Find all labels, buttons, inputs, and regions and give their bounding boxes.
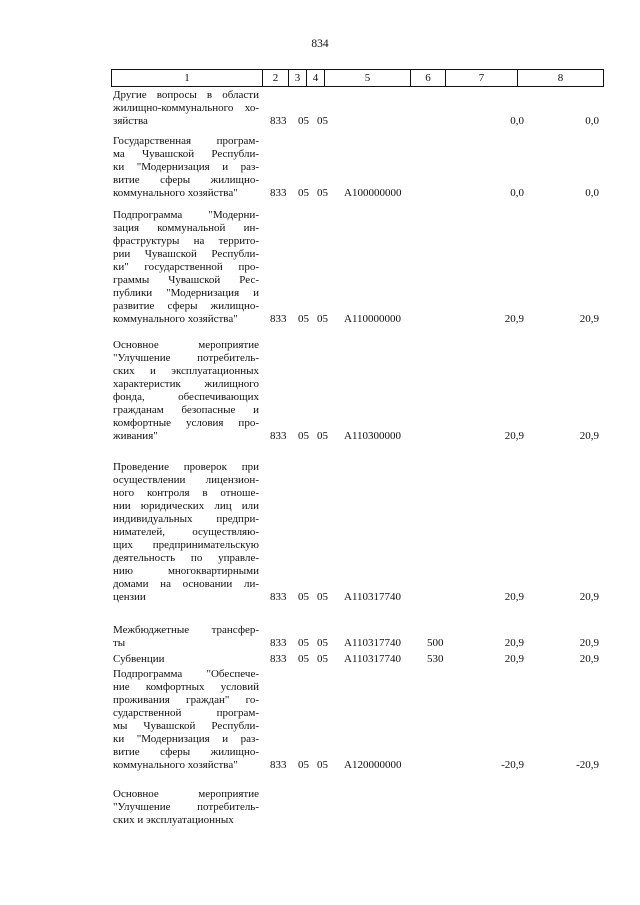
amount-col8: 0,0 <box>585 115 599 127</box>
row-description-line: ты <box>113 637 126 649</box>
target-article-code: А110300000 <box>344 430 402 442</box>
row-description-line: Субвенции <box>113 653 165 665</box>
row-description <box>113 135 259 200</box>
row-description-line: живания" <box>113 430 158 442</box>
column-header: 3 <box>289 70 307 87</box>
row-description-line: Подпрограмма "Модерни- <box>113 209 259 221</box>
row-description-line: нию многоквартирными <box>113 565 259 577</box>
row-description-line: "Улучшение потребитель- <box>113 801 259 813</box>
row-description-line: рии Чувашской Республи- <box>113 248 259 260</box>
row-description-line: ки "Модернизация и раз- <box>113 733 259 745</box>
row-description-line: ских и эксплуатационных <box>113 365 259 377</box>
amount-col8: 0,0 <box>585 187 599 199</box>
section-code: 05 <box>298 759 309 771</box>
row-description-line: Основное мероприятие <box>113 788 259 800</box>
row-description-line: Проведение проверок при <box>113 461 259 473</box>
row-description-line: "Улучшение потребитель- <box>113 352 259 364</box>
row-description-line: зяйства <box>113 115 148 127</box>
column-header: 2 <box>263 70 289 87</box>
row-description-line: ма Чувашской Республи- <box>113 148 259 160</box>
row-description-line: нии юридических лиц или <box>113 500 259 512</box>
column-header: 7 <box>446 70 518 87</box>
row-description-line: сударственной програм- <box>113 707 259 719</box>
row-description-line: коммунального хозяйства" <box>113 187 238 199</box>
expense-type-code: 530 <box>427 653 444 665</box>
row-description-line: зация коммунальной ин- <box>113 222 259 234</box>
row-description-line: щих предпринимательскую <box>113 539 259 551</box>
row-description-line: витие сферы жилищно- <box>113 746 259 758</box>
ministry-code: 833 <box>270 637 287 649</box>
row-description-line: Подпрограмма "Обеспече- <box>113 668 259 680</box>
row-description <box>113 209 259 326</box>
section-code: 05 <box>298 653 309 665</box>
row-description-line: домами на основании ли- <box>113 578 259 590</box>
page-number: 834 <box>311 38 329 50</box>
row-description-line: коммунального хозяйства" <box>113 313 238 325</box>
target-article-code: А120000000 <box>344 759 402 771</box>
row-description <box>113 788 259 827</box>
row-description-line: ки" государственной про- <box>113 261 259 273</box>
section-code: 05 <box>298 430 309 442</box>
amount-col7: 20,9 <box>504 430 524 442</box>
amount-col8: 20,9 <box>579 591 599 603</box>
row-description <box>113 89 259 128</box>
row-description-line: комфортные условия про- <box>113 417 259 429</box>
section-code: 05 <box>298 313 309 325</box>
row-description-line: гражданам безопасные и <box>113 404 259 416</box>
row-description-line: ки "Модернизация и раз- <box>113 161 259 173</box>
row-description <box>113 653 259 666</box>
row-description-line: характеристик жилищного <box>113 378 259 390</box>
ministry-code: 833 <box>270 430 287 442</box>
row-description-line: Другие вопросы в области <box>113 89 259 101</box>
target-article-code: А110000000 <box>344 313 402 325</box>
row-description-line: фраструктуры на террито- <box>113 235 259 247</box>
subsection-code: 05 <box>317 430 328 442</box>
ministry-code: 833 <box>270 313 287 325</box>
ministry-code: 833 <box>270 653 287 665</box>
row-description-line: осуществлении лицензион- <box>113 474 259 486</box>
amount-col8: 20,9 <box>579 430 599 442</box>
section-code: 05 <box>298 187 309 199</box>
ministry-code: 833 <box>270 759 287 771</box>
target-article-code: А110317740 <box>344 653 402 665</box>
row-description-line: ских и эксплуатационных <box>113 814 234 826</box>
row-description <box>113 461 259 604</box>
column-header: 8 <box>518 70 604 87</box>
expense-type-code: 500 <box>427 637 444 649</box>
subsection-code: 05 <box>317 187 328 199</box>
subsection-code: 05 <box>317 637 328 649</box>
subsection-code: 05 <box>317 759 328 771</box>
row-description-line: ного контроля в отноше- <box>113 487 259 499</box>
amount-col8: 20,9 <box>579 313 599 325</box>
subsection-code: 05 <box>317 591 328 603</box>
amount-col7: 20,9 <box>504 313 524 325</box>
amount-col7: 20,9 <box>504 591 524 603</box>
row-description-line: деятельность по управле- <box>113 552 259 564</box>
subsection-code: 05 <box>317 313 328 325</box>
amount-col8: 20,9 <box>579 653 599 665</box>
amount-col7: 0,0 <box>510 187 524 199</box>
row-description-line: коммунального хозяйства" <box>113 759 238 771</box>
column-header-table <box>111 69 604 87</box>
row-description-line: публики "Модернизация и <box>113 287 259 299</box>
row-description <box>113 624 259 650</box>
section-code: 05 <box>298 115 309 127</box>
row-description-line: Межбюджетные трансфер- <box>113 624 259 636</box>
amount-col7: 20,9 <box>504 653 524 665</box>
row-description-line: граммы Чувашской Рес- <box>113 274 259 286</box>
amount-col7: 20,9 <box>504 637 524 649</box>
row-description-line: жилищно-коммунального хо- <box>113 102 259 114</box>
row-description-line: цензии <box>113 591 146 603</box>
row-description-line: развитие сферы жилищно- <box>113 300 259 312</box>
amount-col8: -20,9 <box>576 759 599 771</box>
section-code: 05 <box>298 591 309 603</box>
target-article-code: А110317740 <box>344 591 402 603</box>
target-article-code: А100000000 <box>344 187 402 199</box>
ministry-code: 833 <box>270 591 287 603</box>
row-description <box>113 339 259 443</box>
subsection-code: 05 <box>317 115 328 127</box>
row-description-line: ние комфортных условий <box>113 681 259 693</box>
amount-col7: -20,9 <box>501 759 524 771</box>
row-description-line: нимателей, осуществляю- <box>113 526 259 538</box>
ministry-code: 833 <box>270 115 287 127</box>
row-description <box>113 668 259 772</box>
row-description-line: проживания граждан" го- <box>113 694 259 706</box>
row-description-line: витие сферы жилищно- <box>113 174 259 186</box>
column-header: 4 <box>307 70 325 87</box>
row-description-line: индивидуальных предпри- <box>113 513 259 525</box>
column-header-row <box>112 70 604 87</box>
ministry-code: 833 <box>270 187 287 199</box>
column-header: 6 <box>411 70 446 87</box>
column-header: 5 <box>325 70 411 87</box>
section-code: 05 <box>298 637 309 649</box>
amount-col7: 0,0 <box>510 115 524 127</box>
row-description-line: мы Чувашской Республи- <box>113 720 259 732</box>
subsection-code: 05 <box>317 653 328 665</box>
row-description-line: Государственная програм- <box>113 135 259 147</box>
row-description-line: фонда, обеспечивающих <box>113 391 259 403</box>
column-header: 1 <box>112 70 263 87</box>
row-description-line: Основное мероприятие <box>113 339 259 351</box>
amount-col8: 20,9 <box>579 637 599 649</box>
target-article-code: А110317740 <box>344 637 402 649</box>
